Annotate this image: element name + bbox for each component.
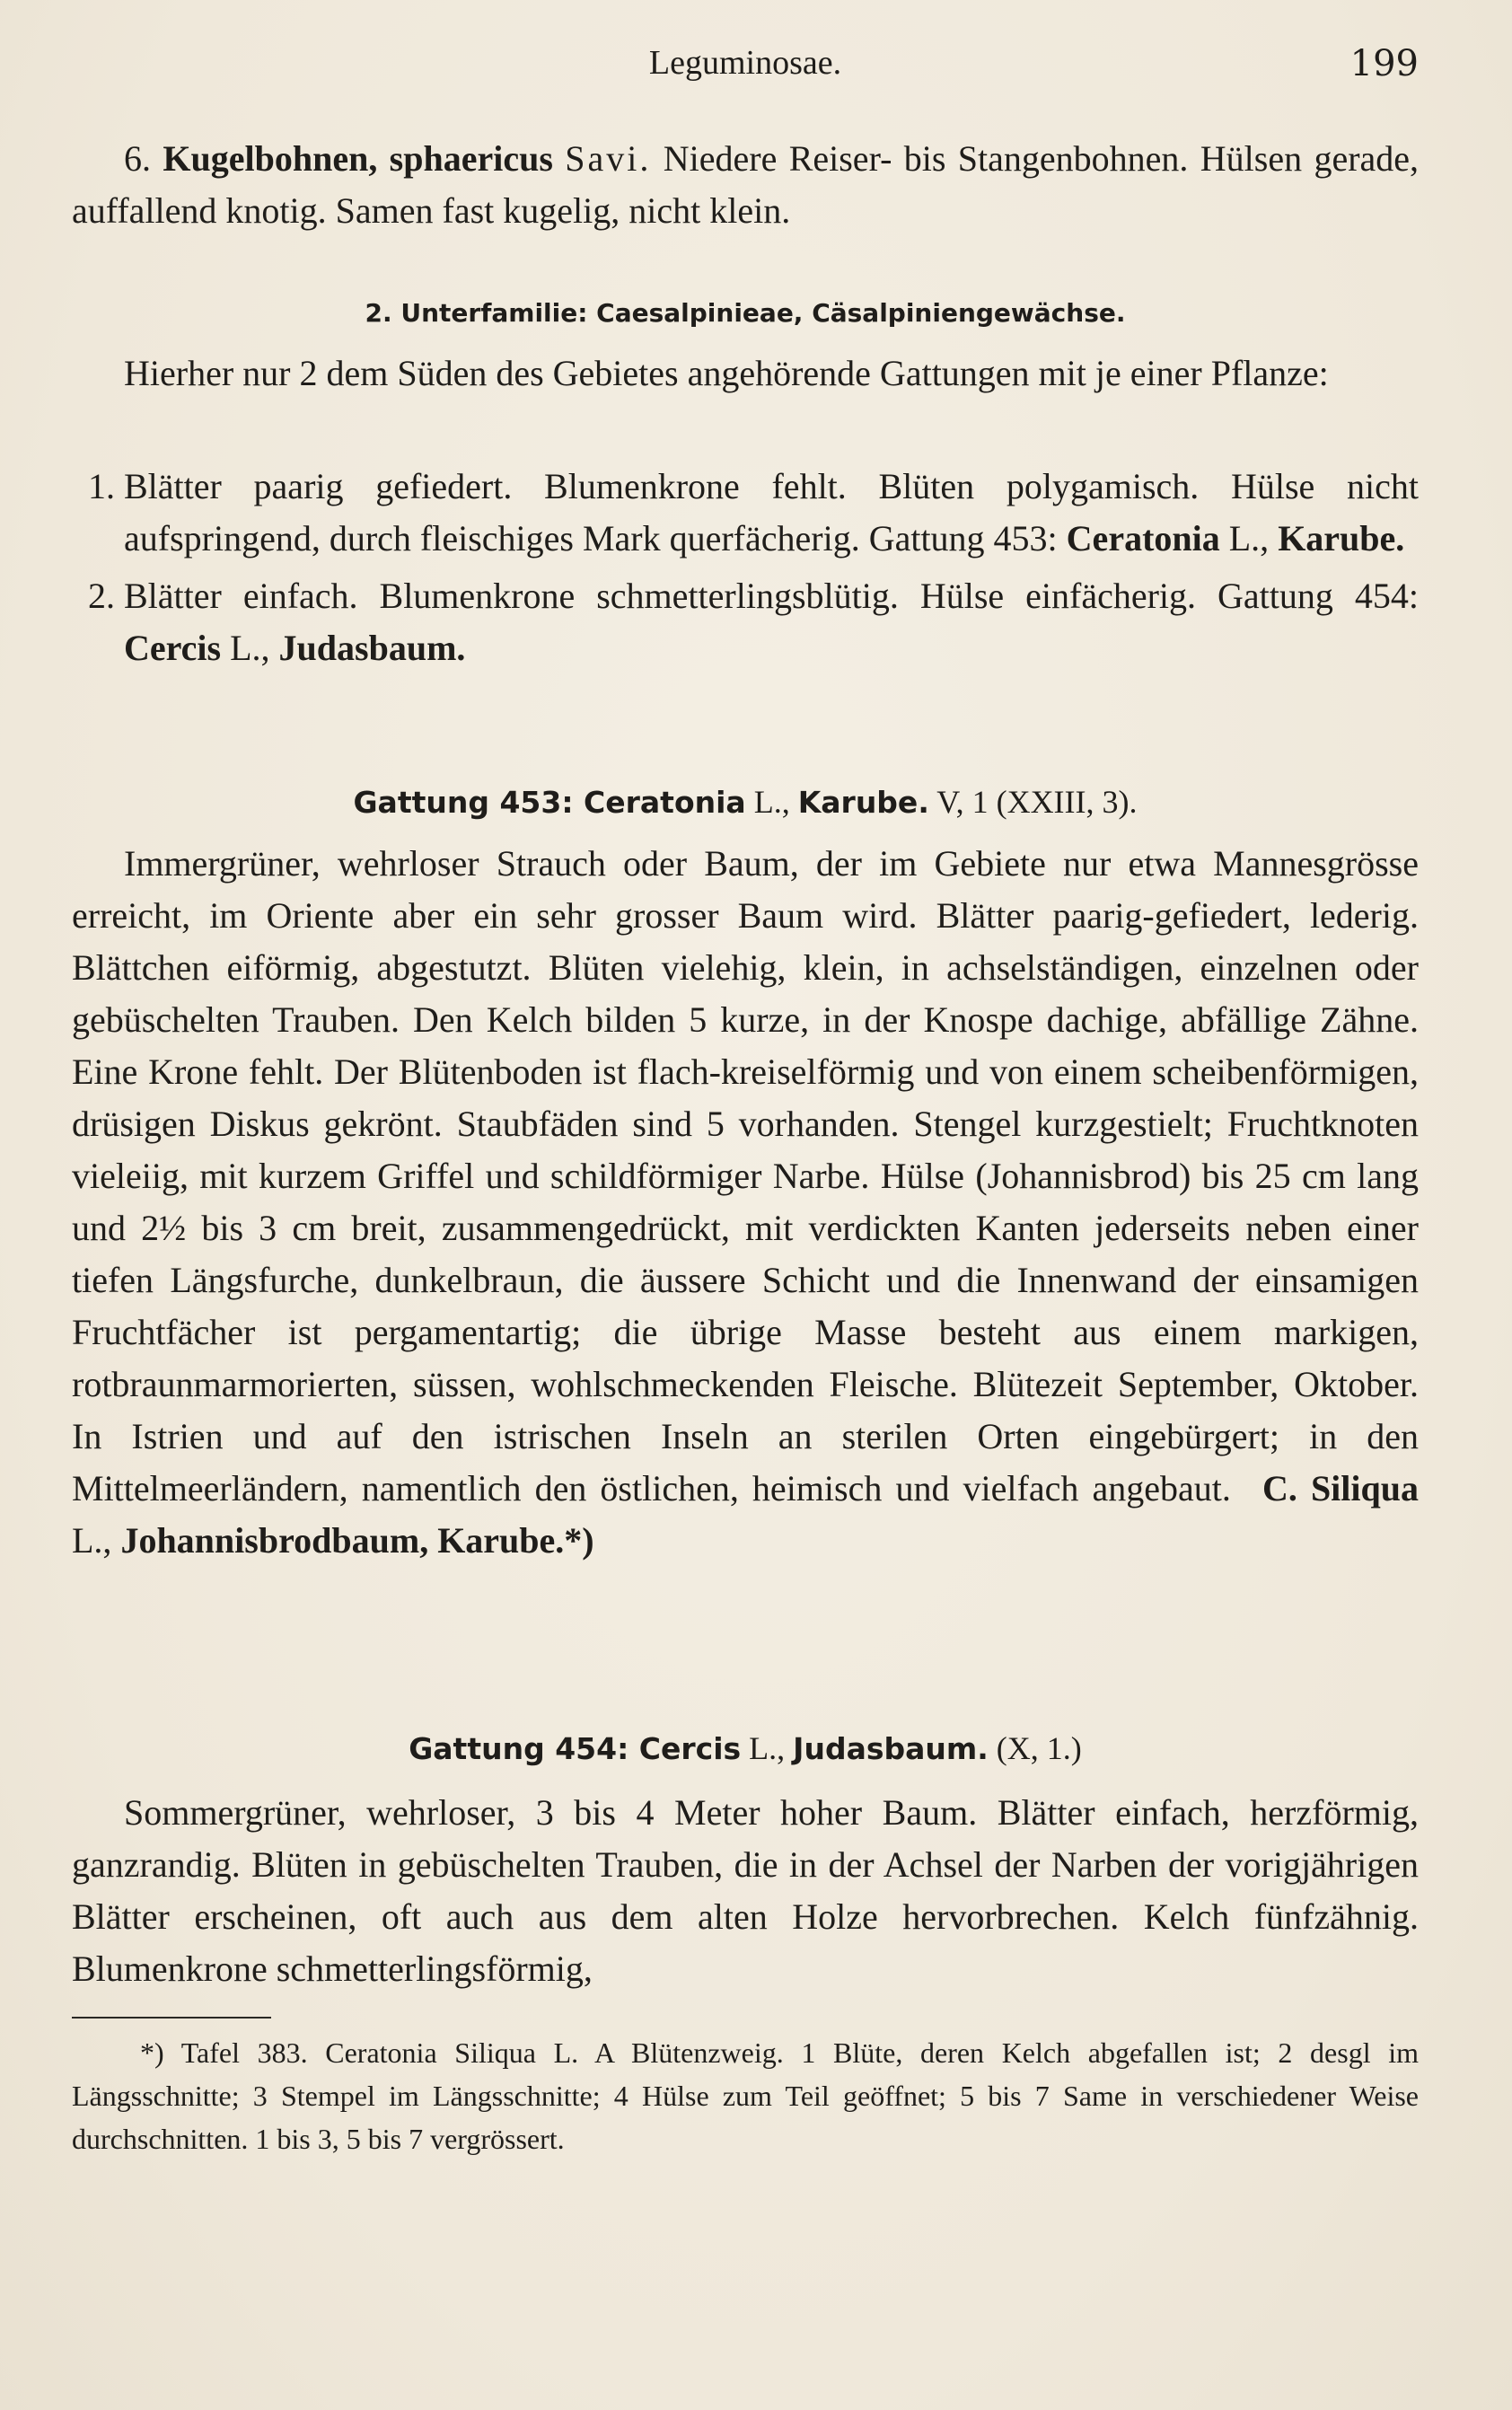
variety-number: 6.: [124, 138, 151, 179]
genus-453-description: [72, 838, 1419, 1567]
variety-desc-1: Niedere Reiser- bis Stangenbohnen.: [663, 138, 1189, 179]
genus-454-heading: [72, 1722, 1419, 1775]
key-text: Blätter einfach. Blumenkrone schmetterlingsblütig. Hülse einfächerig. Gattung 454:: [124, 576, 1419, 616]
footnote: [72, 2017, 1419, 2160]
key-genus: Ceratonia: [1066, 518, 1220, 559]
genus-heading-common: Judasbaum.: [793, 1731, 989, 1766]
genus-454-description: [72, 1787, 1419, 1995]
running-head: [72, 43, 1419, 88]
key-text: Blätter paarig gefiedert. Blumenkrone fehlt. Blüten polygamisch. Hülse nicht aufspringend, durch fleischiges Mark querfächerig. Gattung 453:: [124, 466, 1419, 559]
key-item: [72, 570, 1419, 674]
genus-453-heading: [72, 776, 1419, 829]
key-author: L.,: [230, 628, 270, 668]
genus-heading-author: L.,: [749, 1730, 786, 1766]
footnote-text: *) Tafel 383. Ceratonia Siliqua L. A Blütenzweig. 1 Blüte, deren Kelch abgefallen ist; 2 desgl im Längsschnitte; 3 Stempel im Längsschnitte; 4 Hülse zum Teil geöffnet; 5 bis 7 Same in verschiedener Weise durchschnitten. 1 bis 3, 5 bis 7 vergrössert.: [72, 2036, 1419, 2155]
genus-heading-class: V, 1 (XXIII, 3).: [936, 784, 1138, 820]
genus-heading-label: Gattung 454: Cercis: [409, 1731, 742, 1766]
variety-desc-2: Hülsen gerade, auffallend knotig. Samen fast kugelig, nicht klein.: [72, 138, 1420, 231]
species-common-name: Johannisbrodbaum, Karube.*): [120, 1520, 594, 1561]
page-number: 199: [1349, 43, 1419, 84]
genus-heading-label: Gattung 453: Ceratonia: [353, 785, 746, 820]
key-common-name: Judasbaum.: [278, 628, 466, 668]
genus-key: [72, 461, 1419, 674]
variety-sphaericus: [72, 133, 1419, 237]
key-common-name: Karube.: [1278, 518, 1405, 559]
genus-heading-author: L.,: [753, 784, 790, 820]
subfamily-heading: 2. Unterfamilie: Caesalpinieae, Cäsalpiniengewächse.: [365, 298, 1126, 328]
species-author: L.,: [72, 1520, 112, 1561]
footnote-rule: [72, 2017, 271, 2019]
key-author: L.,: [1228, 518, 1270, 559]
subfamily-intro: [72, 347, 1419, 400]
intro-text: Hierher nur 2 dem Süden des Gebietes angehörende Gattungen mit je einer Pflanze:: [124, 353, 1329, 393]
species-name: C. Siliqua: [1261, 1468, 1420, 1508]
key-number: 1.: [88, 466, 115, 506]
genus-heading-common: Karube.: [797, 785, 929, 820]
genus-454-body: Sommergrüner, wehrloser, 3 bis 4 Meter hoher Baum. Blätter einfach, herzförmig, ganzrandig. Blüten in gebüschelten Trauben, die in der Achsel der Narben der vorigjährigen Blätter erscheinen, oft auch aus dem alten Holze hervorbrechen. Kelch fünfzähnig. Blumenkrone schmetterlingsförmig,: [72, 1792, 1419, 1989]
variety-author: Savi.: [565, 138, 652, 179]
running-title: Leguminosae.: [648, 44, 842, 82]
genus-453-body: Immergrüner, wehrloser Strauch oder Baum, der im Gebiete nur etwa Mannesgrösse erreicht, im Oriente aber ein sehr grosser Baum wird. Blätter paarig-gefiedert, lederig. Blättchen eiförmig, abgestutzt. Blüten vielehig, klein, in achselständigen, einzelnen oder gebüschelten Trauben. Den Kelch bilden 5 kurze, in der Knospe dachige, abfällige Zähne. Eine Krone fehlt. Der Blütenboden ist flach-kreiselförmig und von einem scheibenförmigen, drüsigen Diskus gekrönt. Staubfäden sind 5 vorhanden. Stengel kurzgestielt; Fruchtknoten vieleiig, mit kurzem Griffel und schildförmiger Narbe. Hülse (Johannisbrod) bis 25 cm lang und 2½ bis 3 cm breit, zusammengedrückt, mit verdickten Kanten jederseits neben einer tiefen Längsfurche, dunkelbraun, die äussere Schicht und die Innenwand der einsamigen Fruchtfächer ist pergamentartig; die übrige Masse besteht aus einem markigen, rotbraunmarmorierten, süssen, wohlschmeckenden Fleische. Blütezeit September, Oktober. In Istrien und auf den istrischen Inseln an sterilen Orten eingebürgert; in den Mittelmeerländern, namentlich den östlichen, heimisch und vielfach angebaut.: [72, 843, 1419, 1508]
key-number: 2.: [88, 576, 115, 616]
variety-name: Kugelbohnen, sphaericus: [163, 138, 553, 179]
genus-heading-class: (X, 1.): [996, 1730, 1082, 1766]
key-genus: Cercis: [124, 628, 222, 668]
key-item: [72, 461, 1419, 565]
